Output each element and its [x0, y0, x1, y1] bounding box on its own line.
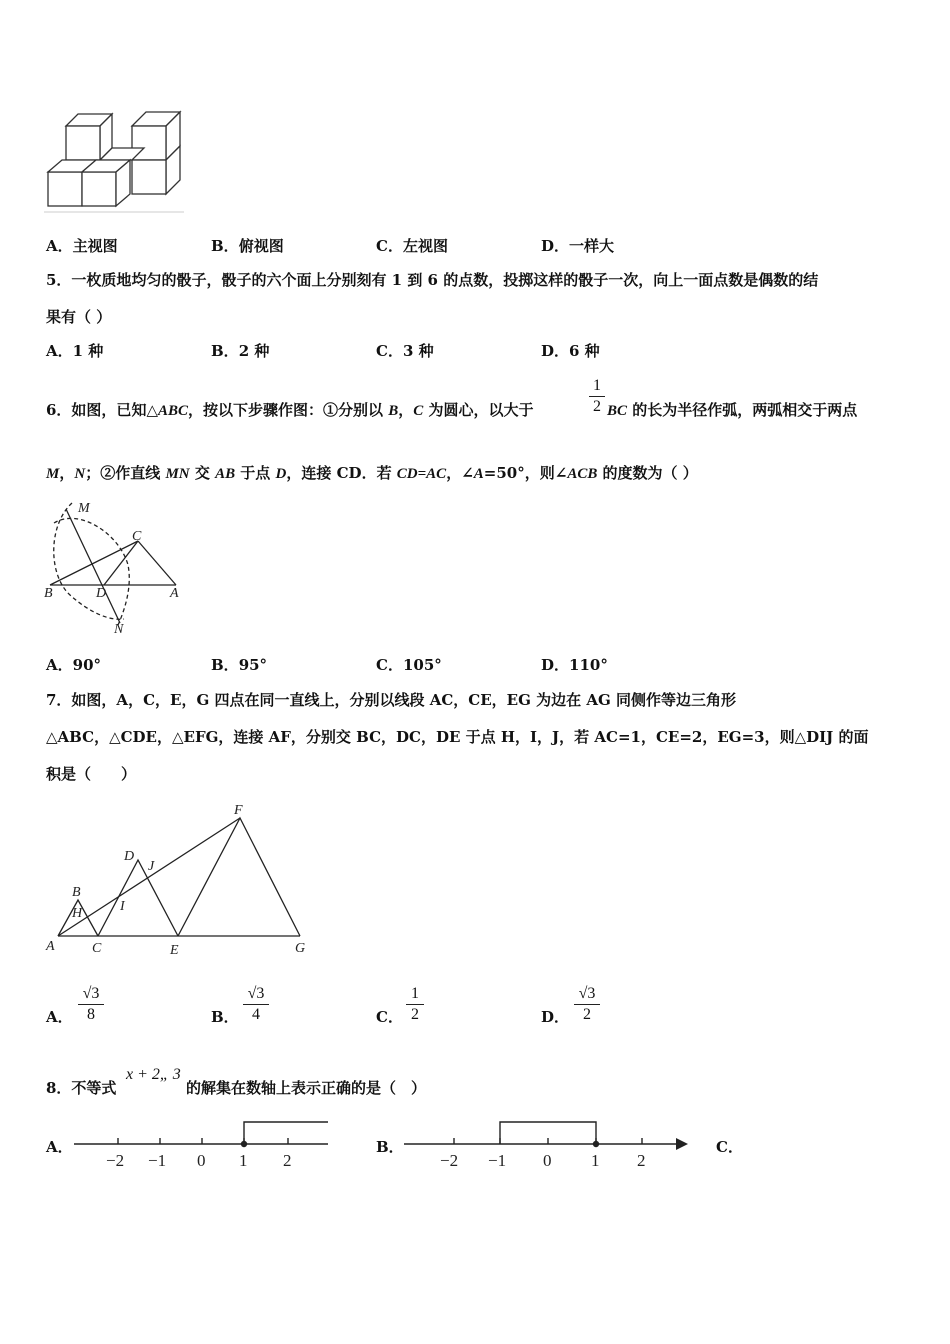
q6-label-a: A	[170, 586, 179, 601]
q7-label-f: F	[234, 803, 243, 818]
q7-option-b-fraction[interactable]: √3 4	[243, 985, 269, 1024]
q6-label-c: C	[132, 529, 142, 544]
q7-option-b[interactable]: B．	[211, 1008, 239, 1026]
cube-stack-figure	[44, 108, 184, 214]
q6-label-m: M	[78, 501, 90, 516]
q5-text-line1: 5．一枚质地均匀的骰子，骰子的六个面上分别刻有 1 到 6 的点数，投掷这样的骰子一次，向上一面点数是偶数的结	[46, 271, 819, 289]
q8-b-tick-2: 2	[637, 1151, 646, 1170]
q6-option-d[interactable]: D．110°	[541, 656, 608, 674]
q5-option-c[interactable]: C．3 种	[376, 342, 434, 360]
q7-option-d-fraction[interactable]: √3 2	[574, 985, 600, 1024]
q7-option-c-fraction[interactable]: 1 2	[406, 985, 424, 1024]
q8-b-tick-1: 1	[591, 1151, 600, 1170]
q5-option-b[interactable]: B．2 种	[211, 342, 270, 360]
q5-option-d[interactable]: D．6 种	[541, 342, 600, 360]
q6-text-line1-end: BC 的长为半径作弧，两弧相交于两点	[607, 401, 858, 419]
q8-option-b[interactable]: B．	[376, 1138, 404, 1156]
q7-label-h: H	[72, 906, 83, 921]
q7-text-line1: 7．如图，A，C，E，G 四点在同一直线上，分别以线段 AC，CE，EG 为边在 AG 同侧作等边三角形	[46, 691, 737, 709]
q6-option-a[interactable]: A．90°	[46, 656, 102, 674]
q7-label-j: J	[148, 859, 155, 874]
q8-b-tick-neg1: −1	[488, 1151, 507, 1170]
q7-triangles-figure	[42, 800, 314, 960]
q8-text-suffix: 的解集在数轴上表示正确的是（ ）	[186, 1079, 427, 1097]
q6-label-d: D	[96, 586, 107, 601]
q6-half-fraction: 1 2	[589, 377, 605, 416]
q7-label-c: C	[92, 941, 102, 956]
q8-a-tick-2: 2	[283, 1151, 292, 1170]
q6-text-line1: 6．如图，已知△ABC，按以下步骤作图：①分别以 B，C 为圆心，以大于	[46, 401, 534, 419]
q6-text-line2: M，N；②作直线 MN 交 AB 于点 D，连接 CD．若 CD=AC，∠A=50°，则∠ACB 的度数为（ ）	[46, 464, 698, 482]
q7-label-d: D	[124, 849, 135, 864]
q7-text-line3: 积是（ ）	[46, 765, 137, 783]
q8-option-b-numberline[interactable]	[402, 1118, 692, 1172]
q8-a-tick-1: 1	[239, 1151, 248, 1170]
q8-b-tick-neg2: −2	[440, 1151, 459, 1170]
q6-option-b[interactable]: B．95°	[211, 656, 268, 674]
q6-construction-figure	[40, 495, 190, 640]
q8-a-tick-neg2: −2	[106, 1151, 125, 1170]
q4-option-d[interactable]: D．一样大	[541, 237, 615, 255]
q7-label-e: E	[170, 943, 179, 958]
q8-option-a[interactable]: A．	[46, 1138, 73, 1156]
q4-option-c[interactable]: C．左视图	[376, 237, 448, 255]
q7-text-line2: △ABC，△CDE，△EFG，连接 AF，分别交 BC，DC，DE 于点 H，I，J，若 AC=1，CE=2，EG=3，则△DIJ 的面	[46, 728, 869, 746]
q7-label-i: I	[120, 899, 125, 914]
q7-option-c[interactable]: C．	[376, 1008, 403, 1026]
q8-option-a-numberline[interactable]	[72, 1118, 334, 1172]
q8-option-c[interactable]: C．	[716, 1138, 743, 1156]
q7-option-a[interactable]: A．	[46, 1008, 73, 1026]
q6-label-b: B	[44, 586, 53, 601]
q7-option-a-fraction[interactable]: √3 8	[78, 985, 104, 1024]
q8-inequality: x + 2„ 3	[126, 1066, 181, 1083]
q6-option-c[interactable]: C．105°	[376, 656, 442, 674]
q4-option-a[interactable]: A．主视图	[46, 237, 118, 255]
q5-text-line2: 果有（ ）	[46, 308, 112, 326]
q7-option-d[interactable]: D．	[541, 1008, 570, 1026]
q5-option-a[interactable]: A．1 种	[46, 342, 104, 360]
q7-label-g: G	[295, 941, 306, 956]
q8-a-tick-0: 0	[197, 1151, 206, 1170]
q6-label-n: N	[114, 622, 124, 637]
q4-option-b[interactable]: B．俯视图	[211, 237, 284, 255]
q8-a-tick-neg1: −1	[148, 1151, 167, 1170]
q8-text-prefix: 8．不等式	[46, 1079, 117, 1097]
q8-b-tick-0: 0	[543, 1151, 552, 1170]
q7-label-b: B	[72, 885, 81, 900]
q7-label-a: A	[46, 939, 55, 954]
